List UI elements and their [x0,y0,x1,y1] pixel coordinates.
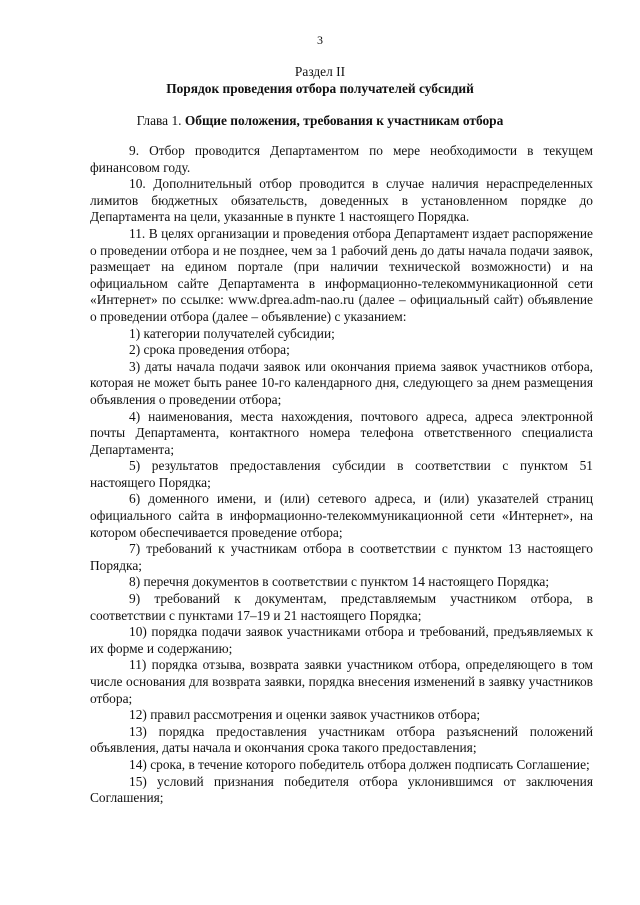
list-item: 1) категории получателей субсидии; [129,325,335,341]
list-item: 14) срока, в течение которого победитель отбора должен подписать Соглашение; [129,756,590,772]
chapter-heading [0,113,640,130]
section-heading: Раздел II [294,64,346,79]
list-item: 5) результатов предоставления субсидии в соответствии с пунктом 51 настоящего Порядка; [90,458,593,490]
list-item: 4) наименования, места нахождения, почтового адреса, адреса электронной почты Департамента, контактного номера телефона ответственного специалиста Департамента; [90,408,593,457]
list-item: 6) доменного имени, и (или) сетевого адреса, и (или) указателей страниц официального сайта в информационно-телекоммуникационной сети «Интернет», на котором обеспечивается проведение отбора; [90,491,593,540]
list-item: 2) срока проведения отбора; [129,342,290,358]
list-item: 10) порядка подачи заявок участниками отбора и требований, предъявляемых к их форме и содержанию; [90,624,593,656]
list-item: 3) даты начала подачи заявок или окончания приема заявок участников отбора, которая не может быть ранее 10-го календарного дня, следующего за днем размещения объявления о проведении отбора; [90,358,593,407]
list-item: 11) порядка отзыва, возврата заявки участником отбора, определяющего в том числе основания для возврата заявки, порядка внесения изменений в заявку участников отбора; [90,657,593,706]
section-title: Порядок проведения отбора получателей субсидий [166,81,474,96]
chapter-title: Общие положения, требования к участникам отбора [184,113,504,128]
paragraph: 9. Отбор проводится Департаментом по мере необходимости в текущем финансовом году. [90,143,593,175]
list-item: 12) правил рассмотрения и оценки заявок участников отбора; [129,707,481,723]
list-item: 9) требований к документам, представляемым участником отбора, в соответствии с пунктами 17–19 и 21 настоящего Порядка; [90,591,593,623]
list-item: 7) требований к участникам отбора в соответствии с пунктом 13 настоящего Порядка; [90,541,593,573]
list-item: 15) условий признания победителя отбора уклонившимся от заключения Соглашения; [90,773,593,806]
paragraph: 11. В целях организации и проведения отбора Департамент издает распоряжение о проведении отбора и не позднее, чем за 1 рабочий день до даты начала подачи заявок, размещает на едином портале (при наличии технической возможности) и на официальном сайте Департамента в информационно-телекоммуникационной сети «Интернет» по ссылке: www.dprea.adm-nao.ru (далее – официальный сайт) объявление о проведении отбора (далее – объявление) с указанием: [90,225,593,324]
chapter-prefix: Глава 1. [136,113,182,128]
paragraph: 10. Дополнительный отбор проводится в случае наличия нераспределенных лимитов бюджетных обязательств, доведенных в установленном порядке до Департамента на цели, указанные в пункте 1 настоящего Порядка. [90,176,593,225]
list-item: 13) порядка предоставления участникам отбора разъяснений положений объявления, даты начала и окончания срока такого предоставления; [90,723,593,756]
document-body [90,143,593,807]
list-item: 8) перечня документов в соответствии с пунктом 14 настоящего Порядка; [129,574,550,590]
page-number: 3 [317,33,323,47]
